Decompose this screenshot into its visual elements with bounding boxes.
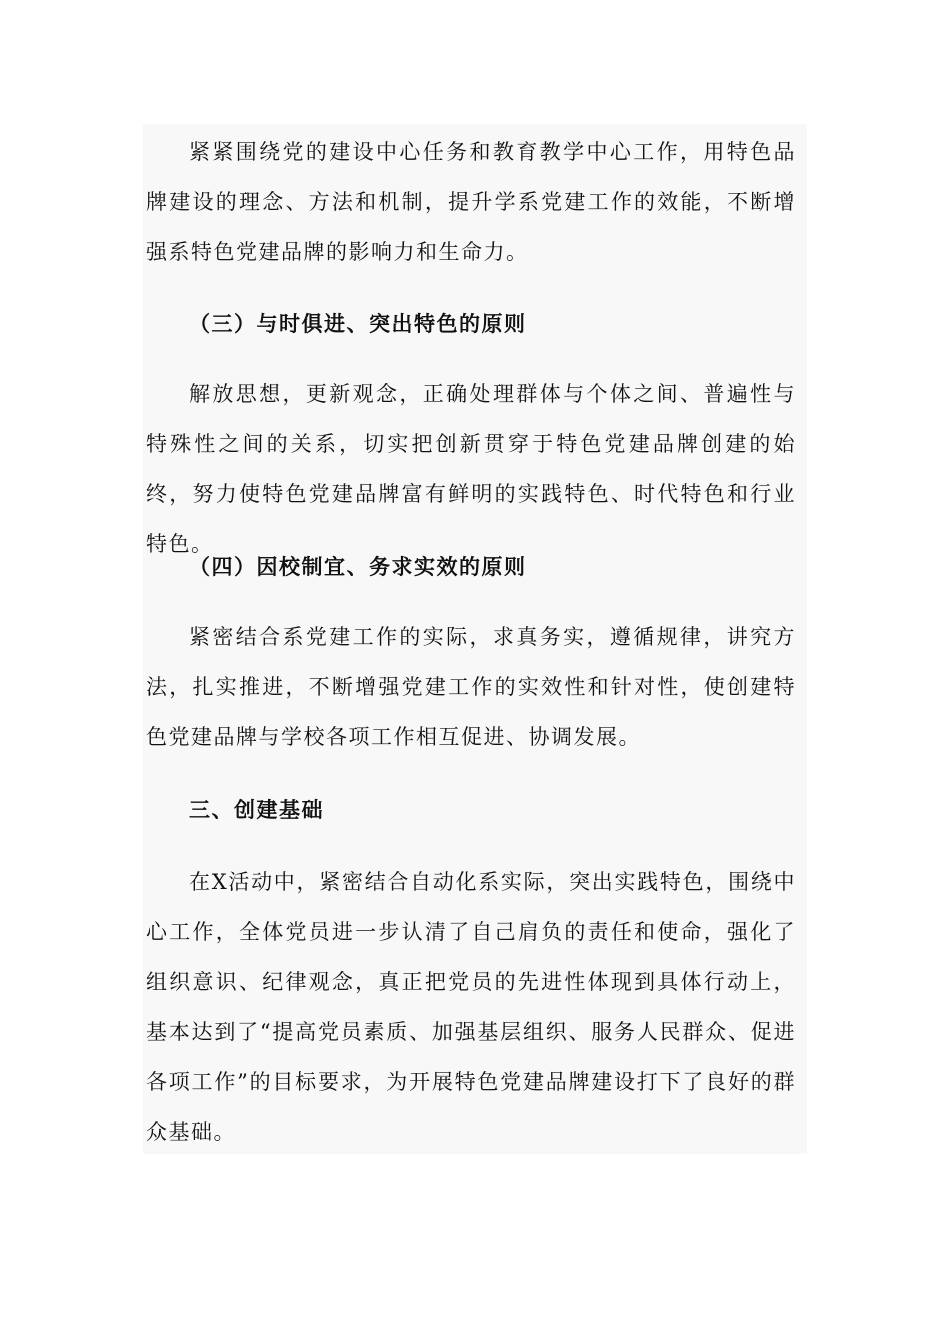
heading-principle-4: （四）因校制宜、务求实效的原则: [189, 554, 527, 579]
paragraph-4: 在X活动中，紧密结合自动化系实际，突出实践特色，围绕中心工作，全体党员进一步认清了自己肩负的责任和使命，强化了组织意识、纪律观念，真正把党员的先进性体现到具体行动上，基本达到了“提高党员素质、加强基层组织、服务人民群众、促进各项工作”的目标要求，为开展特色党建品牌建设打下了良好的群众基础。: [146, 870, 796, 1144]
heading-principle-3: （三）与时俱进、突出特色的原则: [189, 311, 527, 336]
section-heading: 三、创建基础: [189, 797, 324, 822]
paragraph-1: 紧紧围绕党的建设中心任务和教育教学中心工作，用特色品牌建设的理念、方法和机制，提升学系党建工作的效能，不断增强系特色党建品牌的影响力和生命力。: [146, 140, 796, 264]
paragraph-2: 解放思想，更新观念，正确处理群体与个体之间、普遍性与特殊性之间的关系，切实把创新贯穿于特色党建品牌创建的始终，努力使特色党建品牌富有鲜明的实践特色、时代特色和行业特色。: [146, 382, 796, 556]
paragraph-3: 紧密结合系党建工作的实际，求真务实，遵循规律，讲究方法，扎实推进，不断增强党建工作的实效性和针对性，使创建特色党建品牌与学校各项工作相互促进、协调发展。: [146, 625, 796, 749]
